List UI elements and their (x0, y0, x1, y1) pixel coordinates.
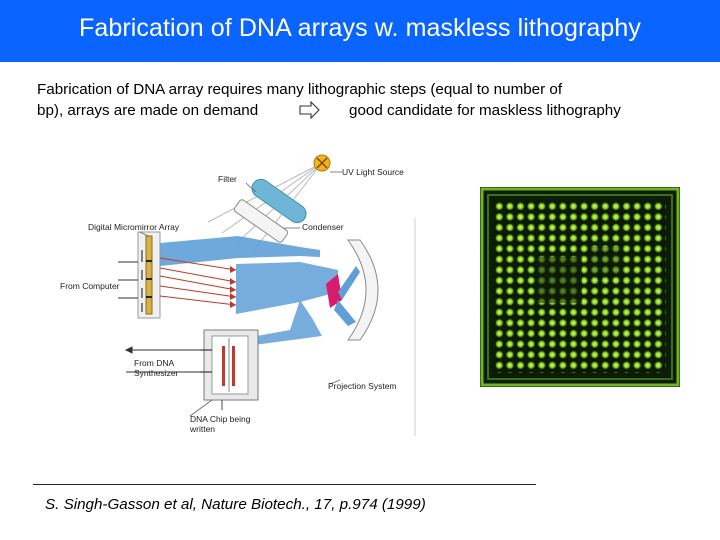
label-filter: Filter (218, 174, 237, 184)
micromirror-array-icon (138, 232, 160, 318)
label-uv-light-source: UV Light Source (342, 167, 404, 177)
citation: S. Singh-Gasson et al, Nature Biotech., 17, p.974 (1999) (45, 496, 426, 513)
projection-beam (236, 262, 338, 314)
reflected-ray-arrowheads (230, 266, 236, 308)
reflected-rays (160, 258, 236, 305)
computer-arrows (118, 262, 138, 298)
label-condenser: Condenser (302, 222, 344, 232)
label-dna-chip-line2: written (190, 424, 216, 434)
label-digital-micromirror-array: Digital Micromirror Array (88, 222, 180, 232)
label-projection-system: Projection System (328, 381, 397, 391)
label-from-computer: From Computer (60, 281, 120, 291)
dna-array-photo (480, 187, 680, 387)
label-dna-chip-line1: DNA Chip being (190, 414, 251, 424)
projection-system-icon (326, 240, 378, 340)
intro-line-2-left: bp), arrays are made on demand (37, 102, 259, 119)
dna-chip-icon (200, 330, 258, 410)
intro-line-1: Fabrication of DNA array requires many lithographic steps (equal to number of (37, 81, 563, 98)
label-from-dna: From DNA (134, 358, 175, 368)
intro-line-2-right: good candidate for maskless lithography (349, 102, 621, 119)
uv-source-icon (314, 155, 330, 171)
citation-rule (33, 484, 536, 485)
label-synthesizer: Synthesizer (134, 368, 179, 378)
slide-title: Fabrication of DNA arrays w. maskless lithography (78, 14, 642, 42)
